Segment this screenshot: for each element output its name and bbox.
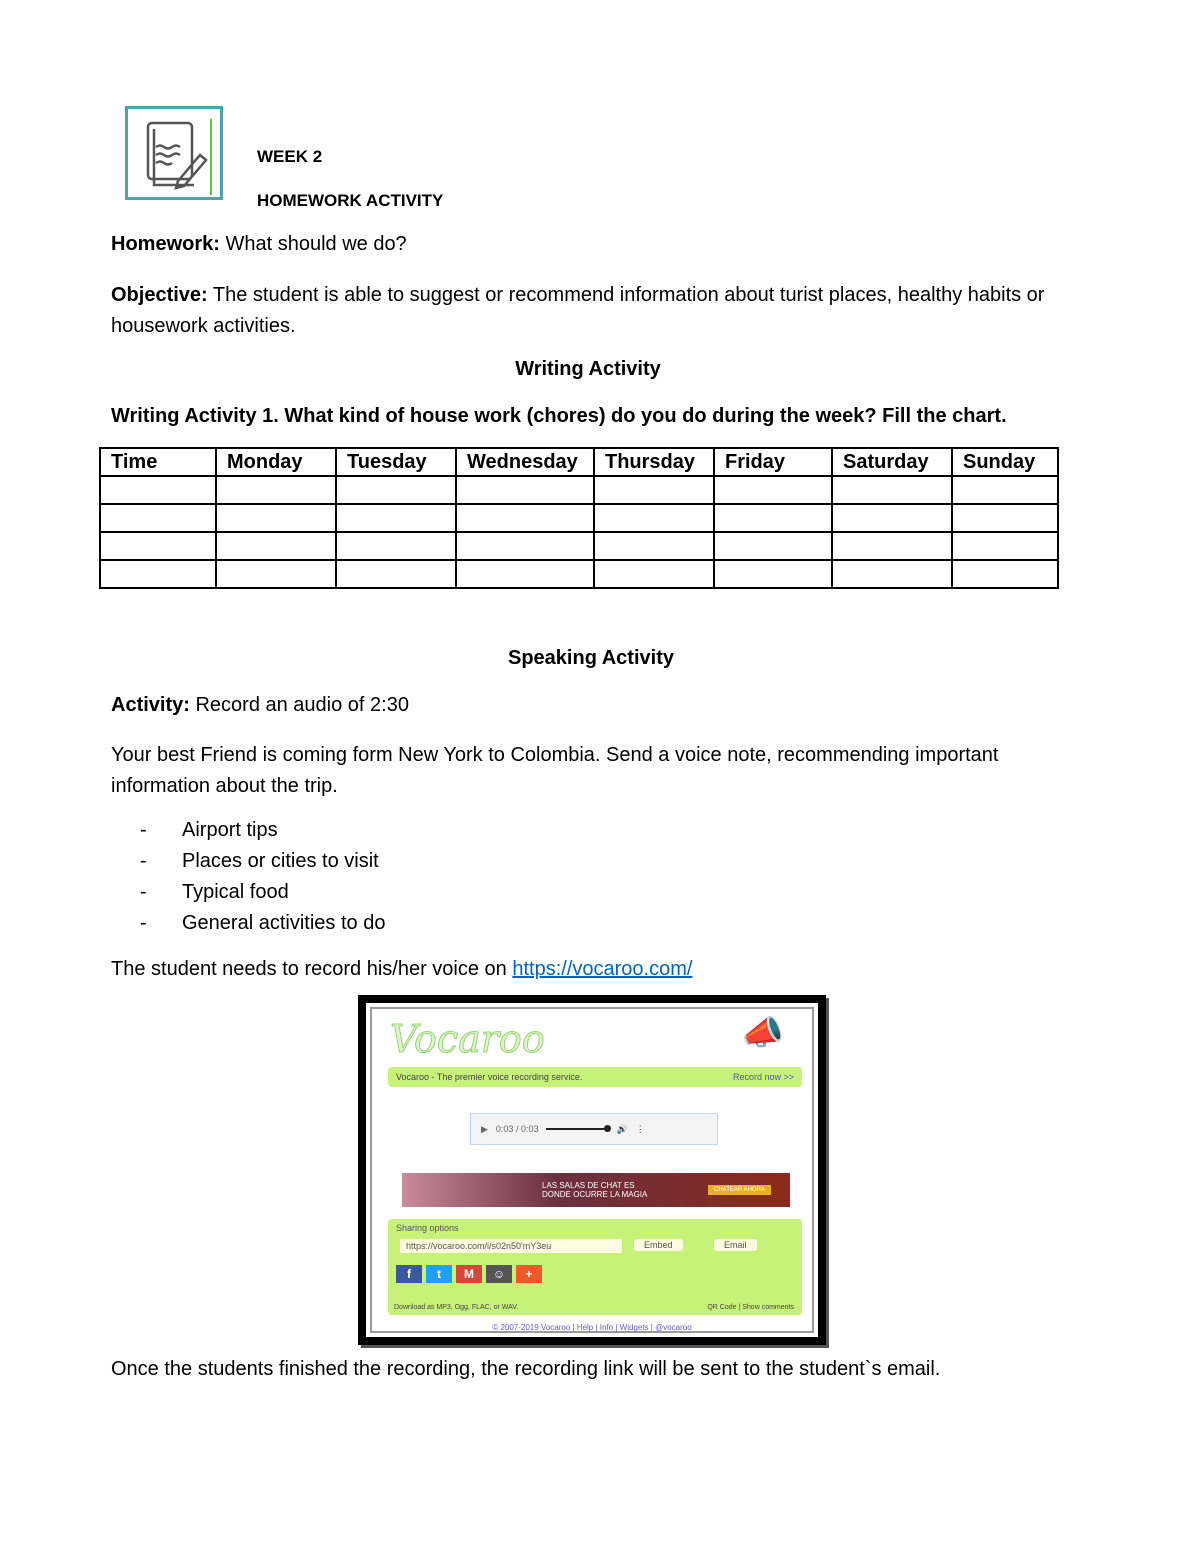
volume-icon[interactable]: 🔊 (616, 1123, 628, 1134)
table-cell[interactable] (100, 560, 216, 588)
homework-label: Homework: (111, 233, 220, 255)
column-header: Sunday (952, 448, 1058, 476)
column-header: Time (100, 448, 216, 476)
reddit-icon[interactable]: ☺ (486, 1265, 512, 1283)
table-cell[interactable] (456, 560, 594, 588)
list-item: - General activities to do (140, 912, 386, 934)
table-cell[interactable] (714, 532, 832, 560)
table-cell[interactable] (832, 476, 952, 504)
table-cell[interactable] (832, 532, 952, 560)
notebook-pen-icon (125, 106, 223, 200)
table-cell[interactable] (100, 532, 216, 560)
table-row (100, 532, 1058, 560)
column-header: Tuesday (336, 448, 456, 476)
table-cell[interactable] (456, 504, 594, 532)
download-links[interactable]: Download as MP3, Ogg, FLAC, or WAV. (394, 1304, 519, 1311)
column-header: Monday (216, 448, 336, 476)
closing-text: Once the students finished the recording, the recording link will be sent to the student`s email. (111, 1358, 941, 1380)
tagline: Vocaroo - The premier voice recording service. (396, 1072, 583, 1082)
recommendation-list (140, 815, 385, 939)
advertisement-banner[interactable]: LAS SALAS DE CHAT ES DONDE OCURRE LA MAGIA CHATEAR AHORA (402, 1173, 790, 1207)
table-cell[interactable] (832, 560, 952, 588)
player-time: 0:03 / 0:03 (495, 1124, 539, 1134)
email-button[interactable]: Email (714, 1239, 757, 1251)
record-instruction: The student needs to record his/her voice on https://vocaroo.com/ (111, 958, 693, 980)
table-cell[interactable] (336, 476, 456, 504)
writing-heading: Writing Activity (515, 358, 661, 380)
table-row (100, 560, 1058, 588)
table-cell[interactable] (594, 532, 714, 560)
list-item: - Airport tips (140, 819, 278, 841)
table-cell[interactable] (714, 560, 832, 588)
table-cell[interactable] (336, 504, 456, 532)
table-cell[interactable] (100, 476, 216, 504)
homework-text: What should we do? (219, 233, 407, 255)
list-item: - Places or cities to visit (140, 850, 379, 872)
embed-button[interactable]: Embed (634, 1239, 683, 1251)
column-header: Friday (714, 448, 832, 476)
table-cell[interactable] (952, 504, 1058, 532)
chores-chart (99, 447, 1059, 589)
record-now-link[interactable]: Record now >> (732, 1072, 794, 1082)
scenario-text: Your best Friend is coming form New York to Colombia. Send a voice note, recommending important information about the trip. (111, 744, 999, 797)
table-row (100, 476, 1058, 504)
table-cell[interactable] (952, 560, 1058, 588)
twitter-icon[interactable]: t (426, 1265, 452, 1283)
table-cell[interactable] (100, 504, 216, 532)
writing-prompt: Writing Activity 1. What kind of house work (chores) do you do during the week? Fill the chart. (111, 405, 1007, 427)
qr-links[interactable]: QR Code | Show comments (707, 1304, 794, 1311)
table-cell[interactable] (216, 504, 336, 532)
seek-bar[interactable] (546, 1128, 608, 1130)
play-icon[interactable]: ▶ (481, 1123, 488, 1134)
column-header: Wednesday (456, 448, 594, 476)
table-cell[interactable] (336, 532, 456, 560)
table-cell[interactable] (216, 532, 336, 560)
table-row (100, 504, 1058, 532)
table-cell[interactable] (594, 504, 714, 532)
table-cell[interactable] (456, 476, 594, 504)
table-cell[interactable] (336, 560, 456, 588)
speaking-heading: Speaking Activity (508, 647, 674, 669)
table-cell[interactable] (952, 532, 1058, 560)
list-item: - Typical food (140, 881, 289, 903)
vocaroo-logo: Vocaroo (390, 1017, 545, 1061)
audio-player[interactable] (470, 1113, 718, 1145)
objective-label: Objective: (111, 284, 208, 306)
more-share-icon[interactable]: + (516, 1265, 542, 1283)
ad-button[interactable]: CHATEAR AHORA (708, 1185, 771, 1195)
share-url-field[interactable]: https://vocaroo.com/i/s02n50'mY3eu (400, 1239, 622, 1253)
activity-label: Activity: (111, 694, 190, 716)
more-icon[interactable]: ⋮ (635, 1123, 645, 1134)
table-cell[interactable] (714, 504, 832, 532)
table-cell[interactable] (952, 476, 1058, 504)
gmail-icon[interactable]: M (456, 1265, 482, 1283)
table-cell[interactable] (216, 476, 336, 504)
table-cell[interactable] (594, 476, 714, 504)
table-cell[interactable] (216, 560, 336, 588)
activity-title: HOMEWORK ACTIVITY (257, 191, 444, 210)
table-cell[interactable] (714, 476, 832, 504)
activity-line (111, 694, 409, 717)
mascot-megaphone-icon: 📣 (741, 1014, 784, 1052)
homework-line (111, 233, 407, 256)
sharing-label: Sharing options (396, 1223, 459, 1233)
chart-header-row (100, 448, 1058, 476)
table-cell[interactable] (594, 560, 714, 588)
vocaroo-link[interactable]: https://vocaroo.com/ (512, 958, 693, 980)
activity-text: Record an audio of 2:30 (189, 694, 409, 716)
table-cell[interactable] (832, 504, 952, 532)
vocaroo-screenshot (358, 995, 826, 1345)
site-footer: © 2007-2019 Vocaroo | Help | Info | Widgets | @vocaroo (492, 1323, 692, 1332)
column-header: Thursday (594, 448, 714, 476)
week-label: WEEK 2 (257, 147, 323, 166)
objective-text: The student is able to suggest or recommend information about turist places, healthy habits or housework activities. (111, 284, 1045, 337)
facebook-icon[interactable]: f (396, 1265, 422, 1283)
sharing-panel (388, 1219, 802, 1315)
column-header: Saturday (832, 448, 952, 476)
table-cell[interactable] (456, 532, 594, 560)
objective-paragraph (111, 280, 1051, 342)
